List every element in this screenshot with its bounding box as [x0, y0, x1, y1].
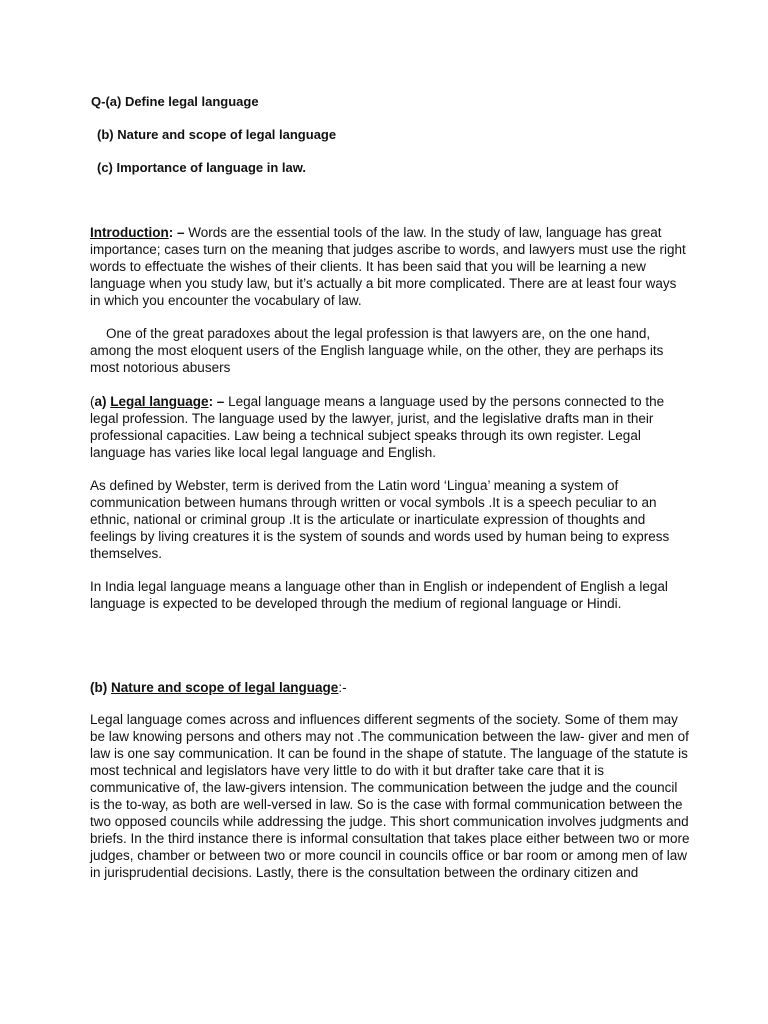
legal-language-marker: a) — [94, 394, 107, 409]
nature-marker: (b) — [90, 680, 111, 695]
paradox-paragraph: One of the great paradoxes about the legal profession is that lawyers are, on the one hand, among the most eloquent users of the English language while, on the other, they are perhaps its most notorious abusers — [90, 326, 664, 375]
nature-separator: :- — [338, 680, 347, 695]
legal-language-prefix: ( — [90, 394, 95, 409]
webster-paragraph: As defined by Webster, term is derived from the Latin word ‘Lingua’ meaning a system of communication between humans through written or vocal symbols .It is a speech peculiar to an ethnic, national or criminal group .It is the articulate or inarticulate expression of thoughts and feelings by living creatures it is the system of sounds and words used by human being to express themselves. — [90, 478, 670, 561]
introduction-separator: : – — [168, 225, 185, 240]
legal-language-text: Legal language means a language used by the persons connected to the legal profession. The language used by the lawyer, jurist, and the legislative drafts man in their professional capacities. Law being a technical subject speaks through its own register. Legal language has varies like local legal language and English. — [90, 394, 665, 460]
nature-paragraph: Legal language comes across and influences different segments of the society. Some of them may be law knowing persons and others may not .The communication between the law- giver and men of law is one say communication. It can be found in the shape of statute. The language of the statute is most technical and legislators have very little to do with it but drafter take care that it is communicative of, the law-givers intension. The communication between the judge and the council is the to-way, as both are well-versed in law. So is the case with formal communication between the two opposed councils while addressing the judge. This short communication involves judgments and briefs. In the third instance there is informal consultation that takes place either between two or more judges, chamber or between two or more council in councils office or bar room or among men of law in jurisprudential decisions. Lastly, there is the consultation between the ordinary citizen and — [90, 712, 690, 880]
india-paragraph: In India legal language means a language other than in English or independent of English a legal language is expected to be developed through the medium of regional language or Hindi. — [90, 579, 668, 611]
question-c: (c) Importance of language in law. — [97, 160, 306, 175]
legal-language-paragraph — [90, 393, 690, 461]
introduction-heading: Introduction — [90, 225, 169, 240]
introduction-text: Words are the essential tools of the law. In the study of law, language has great importance; cases turn on the meaning that judges ascribe to words, and lawyers must use the right words to effectuate the wishes of their clients. It has been said that you will be learning a new language when you study law, but it’s actually a bit more complicated. There are at least four ways in which you encounter the vocabulary of law. — [90, 225, 686, 308]
nature-heading-line — [90, 679, 690, 696]
nature-heading: Nature and scope of legal language — [111, 680, 339, 695]
introduction-paragraph — [90, 224, 690, 309]
legal-language-heading: Legal language — [110, 394, 209, 409]
legal-language-separator: : – — [208, 394, 225, 409]
question-a: Q-(a) Define legal language — [91, 94, 259, 109]
question-b: (b) Nature and scope of legal language — [97, 127, 337, 142]
